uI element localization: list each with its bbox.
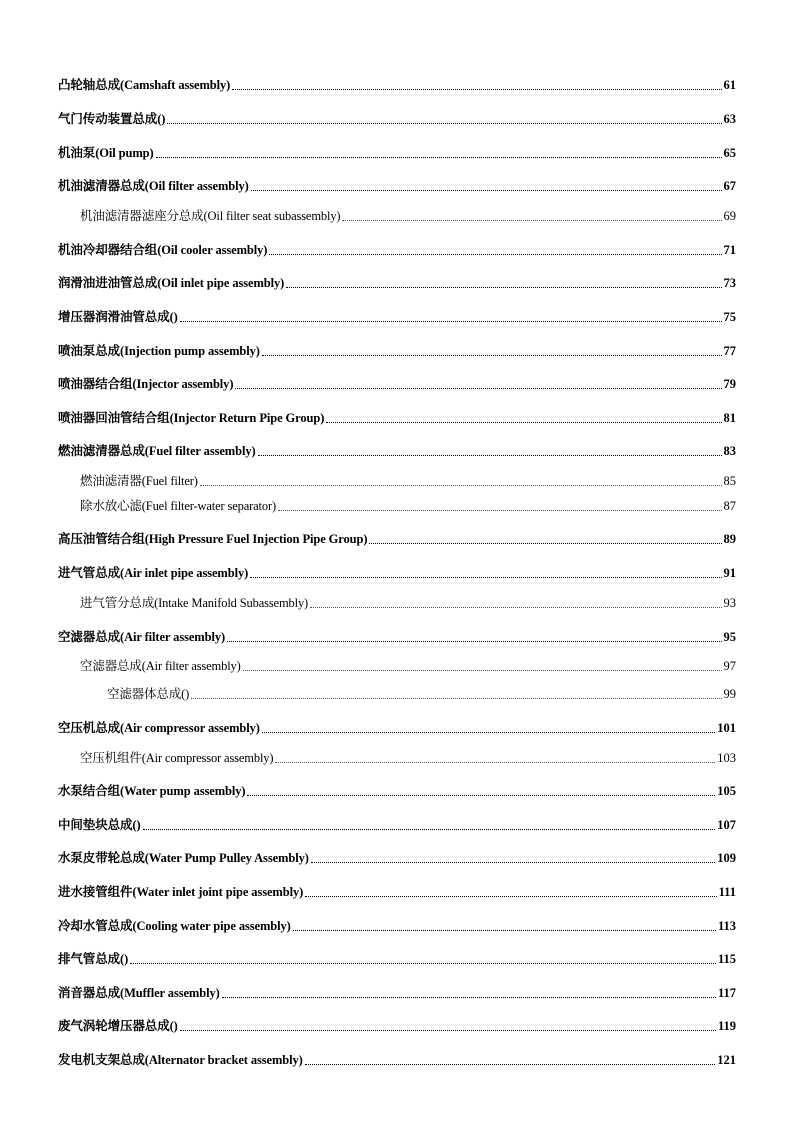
toc-entry-link[interactable]	[58, 627, 736, 647]
toc-entry-link[interactable]	[58, 1016, 736, 1036]
toc-dot-leader	[251, 189, 722, 191]
toc-row	[0, 781, 793, 801]
toc-page-number: 99	[723, 687, 736, 701]
toc-dot-leader	[130, 962, 716, 964]
toc-row	[0, 143, 793, 163]
toc-entry-link[interactable]	[58, 374, 736, 394]
toc-dot-leader	[243, 669, 722, 671]
toc-dot-leader	[326, 421, 721, 423]
toc-page-number: 77	[723, 344, 736, 358]
toc-row	[0, 1016, 793, 1036]
toc-entry-title: 机油滤清器总成(Oil filter assembly)	[58, 179, 249, 193]
toc-row	[0, 718, 793, 738]
toc-page-number: 117	[717, 986, 736, 1000]
toc-row	[0, 656, 793, 676]
toc-page-number: 111	[718, 885, 736, 899]
toc-entry-title: 进水接管组件(Water inlet joint pipe assembly)	[58, 885, 304, 899]
toc-entry-link[interactable]	[58, 781, 736, 801]
toc-row	[0, 374, 793, 394]
toc-row	[0, 341, 793, 361]
toc-entry-link[interactable]	[58, 563, 736, 583]
toc-page-number: 89	[723, 532, 736, 546]
toc-row	[0, 848, 793, 868]
toc-entry-title: 润滑油进油管总成(Oil inlet pipe assembly)	[58, 276, 285, 290]
toc-entry-link[interactable]	[80, 593, 736, 613]
toc-entry-link[interactable]	[80, 471, 736, 491]
toc-row	[0, 949, 793, 969]
toc-row	[0, 563, 793, 583]
toc-dot-leader	[143, 828, 716, 830]
toc-row	[0, 496, 793, 516]
toc-dot-leader	[232, 88, 721, 90]
toc-row	[0, 441, 793, 461]
toc-entry-title: 增压器润滑油管总成()	[58, 310, 178, 324]
toc-entry-link[interactable]	[80, 496, 736, 516]
toc-page-number: 71	[723, 243, 736, 257]
toc-page-number: 93	[723, 596, 736, 610]
toc-entry-title: 除水放心滤(Fuel filter-water separator)	[80, 499, 276, 513]
toc-entry-title: 水泵皮带轮总成(Water Pump Pulley Assembly)	[58, 851, 309, 865]
toc-entry-link[interactable]	[58, 240, 736, 260]
toc-entry-link[interactable]	[80, 206, 736, 226]
toc-row	[0, 240, 793, 260]
toc-page-number: 119	[717, 1019, 736, 1033]
toc-page-number: 105	[717, 784, 736, 798]
toc-entry-link[interactable]	[80, 748, 736, 768]
toc-entry-link[interactable]	[58, 408, 736, 428]
toc-dot-leader	[342, 219, 721, 221]
toc-row	[0, 1050, 793, 1070]
toc-entry-title: 气门传动装置总成()	[58, 112, 166, 126]
toc-page-number: 87	[723, 499, 736, 513]
toc-dot-leader	[191, 697, 721, 699]
toc-entry-title: 空滤器总成(Air filter assembly)	[58, 630, 226, 644]
toc-entry-title: 高压油管结合组(High Pressure Fuel Injection Pipe Group)	[58, 532, 368, 546]
toc-entry-title: 空滤器总成(Air filter assembly)	[80, 659, 241, 673]
toc-entry-link[interactable]	[58, 341, 736, 361]
toc-entry-link[interactable]	[107, 684, 736, 704]
toc-dot-leader	[180, 320, 722, 322]
toc-entry-title: 中间垫块总成()	[58, 818, 141, 832]
toc-row	[0, 307, 793, 327]
toc-dot-leader	[369, 542, 721, 544]
toc-entry-title: 喷油泵总成(Injection pump assembly)	[58, 344, 260, 358]
toc-entry-title: 机油泵(Oil pump)	[58, 146, 154, 160]
toc-entry-link[interactable]	[58, 441, 736, 461]
toc-row	[0, 75, 793, 95]
toc-page-number: 61	[723, 78, 736, 92]
toc-entry-title: 进气管总成(Air inlet pipe assembly)	[58, 566, 249, 580]
toc-dot-leader	[305, 895, 716, 897]
toc-row	[0, 916, 793, 936]
toc-entry-link[interactable]	[58, 882, 736, 902]
toc-entry-title: 喷油器结合组(Injector assembly)	[58, 377, 234, 391]
toc-dot-leader	[269, 253, 721, 255]
toc-entry-title: 凸轮轴总成(Camshaft assembly)	[58, 78, 231, 92]
toc-row	[0, 882, 793, 902]
toc-entry-title: 燃油滤清器(Fuel filter)	[80, 474, 198, 488]
toc-entry-link[interactable]	[58, 176, 736, 196]
toc-dot-leader	[278, 509, 722, 511]
toc-entry-title: 发电机支架总成(Alternator bracket assembly)	[58, 1053, 303, 1067]
toc-dot-leader	[222, 996, 716, 998]
toc-page-number: 103	[717, 751, 736, 765]
toc-page-number: 67	[723, 179, 736, 193]
toc-entry-link[interactable]	[58, 109, 736, 129]
toc-entry-title: 机油滤清器滤座分总成(Oil filter seat subassembly)	[80, 209, 341, 223]
toc-row	[0, 593, 793, 613]
toc-dot-leader	[247, 794, 715, 796]
toc-entry-link[interactable]	[58, 307, 736, 327]
toc-page-number: 91	[723, 566, 736, 580]
toc-entry-title: 空压机组件(Air compressor assembly)	[80, 751, 274, 765]
toc-entry-link[interactable]	[58, 949, 736, 969]
toc-row	[0, 684, 793, 704]
toc-entry-title: 机油冷却器结合组(Oil cooler assembly)	[58, 243, 268, 257]
toc-entry-link[interactable]	[80, 656, 736, 676]
toc-dot-leader	[258, 454, 722, 456]
toc-page-number: 63	[723, 112, 736, 126]
toc-page-number: 69	[723, 209, 736, 223]
toc-page-number: 113	[717, 919, 736, 933]
toc-entry-link[interactable]	[58, 916, 736, 936]
toc-entry-link[interactable]	[58, 848, 736, 868]
toc-dot-leader	[262, 354, 722, 356]
toc-entry-title: 燃油滤清器总成(Fuel filter assembly)	[58, 444, 256, 458]
toc-row	[0, 815, 793, 835]
toc-dot-leader	[235, 387, 721, 389]
toc-row	[0, 471, 793, 491]
toc-page-number: 115	[717, 952, 736, 966]
toc-dot-leader	[305, 1063, 716, 1065]
toc-entry-title: 消音器总成(Muffler assembly)	[58, 986, 220, 1000]
toc-dot-leader	[180, 1029, 716, 1031]
toc-entry-title: 废气涡轮增压器总成()	[58, 1019, 178, 1033]
toc-entry-title: 空压机总成(Air compressor assembly)	[58, 721, 260, 735]
toc-row	[0, 983, 793, 1003]
toc-entry-link[interactable]	[58, 529, 736, 549]
toc-dot-leader	[250, 576, 721, 578]
toc-row	[0, 627, 793, 647]
toc-page-number: 121	[717, 1053, 736, 1067]
toc-row	[0, 748, 793, 768]
toc-page-number: 75	[723, 310, 736, 324]
toc-row	[0, 109, 793, 129]
toc-page-number: 95	[723, 630, 736, 644]
toc-entry-title: 进气管分总成(Intake Manifold Subassembly)	[80, 596, 309, 610]
toc-page-number: 79	[723, 377, 736, 391]
toc-entry-title: 空滤器体总成()	[107, 687, 190, 701]
toc-row	[0, 529, 793, 549]
toc-row	[0, 408, 793, 428]
toc-entry-link[interactable]	[58, 273, 736, 293]
toc-entry-link[interactable]	[58, 1050, 736, 1070]
toc-page-number: 65	[723, 146, 736, 160]
toc-page-number: 73	[723, 276, 736, 290]
toc-entry-title: 冷却水管总成(Cooling water pipe assembly)	[58, 919, 291, 933]
toc-row	[0, 206, 793, 226]
toc-page-number: 101	[717, 721, 736, 735]
toc-entry-link[interactable]	[58, 75, 736, 95]
toc-dot-leader	[286, 286, 721, 288]
toc-dot-leader	[310, 606, 721, 608]
toc-entry-title: 水泵结合组(Water pump assembly)	[58, 784, 246, 798]
toc-dot-leader	[262, 731, 715, 733]
toc-entry-link[interactable]	[58, 983, 736, 1003]
toc-entry-link[interactable]	[58, 143, 736, 163]
toc-dot-leader	[200, 484, 722, 486]
toc-page-number: 85	[723, 474, 736, 488]
toc-entry-title: 排气管总成()	[58, 952, 129, 966]
toc-row	[0, 273, 793, 293]
toc-row	[0, 176, 793, 196]
toc-entry-title: 喷油器回油管结合组(Injector Return Pipe Group)	[58, 411, 325, 425]
toc-dot-leader	[156, 156, 722, 158]
toc-page-number: 109	[717, 851, 736, 865]
toc-dot-leader	[275, 761, 715, 763]
toc-page-number: 83	[723, 444, 736, 458]
toc-page-number: 107	[717, 818, 736, 832]
toc-dot-leader	[167, 122, 721, 124]
toc-page-number: 97	[723, 659, 736, 673]
toc-dot-leader	[227, 640, 721, 642]
toc-dot-leader	[311, 861, 715, 863]
toc-dot-leader	[293, 929, 716, 931]
toc-page-number: 81	[723, 411, 736, 425]
toc-entry-link[interactable]	[58, 718, 736, 738]
toc-entry-link[interactable]	[58, 815, 736, 835]
